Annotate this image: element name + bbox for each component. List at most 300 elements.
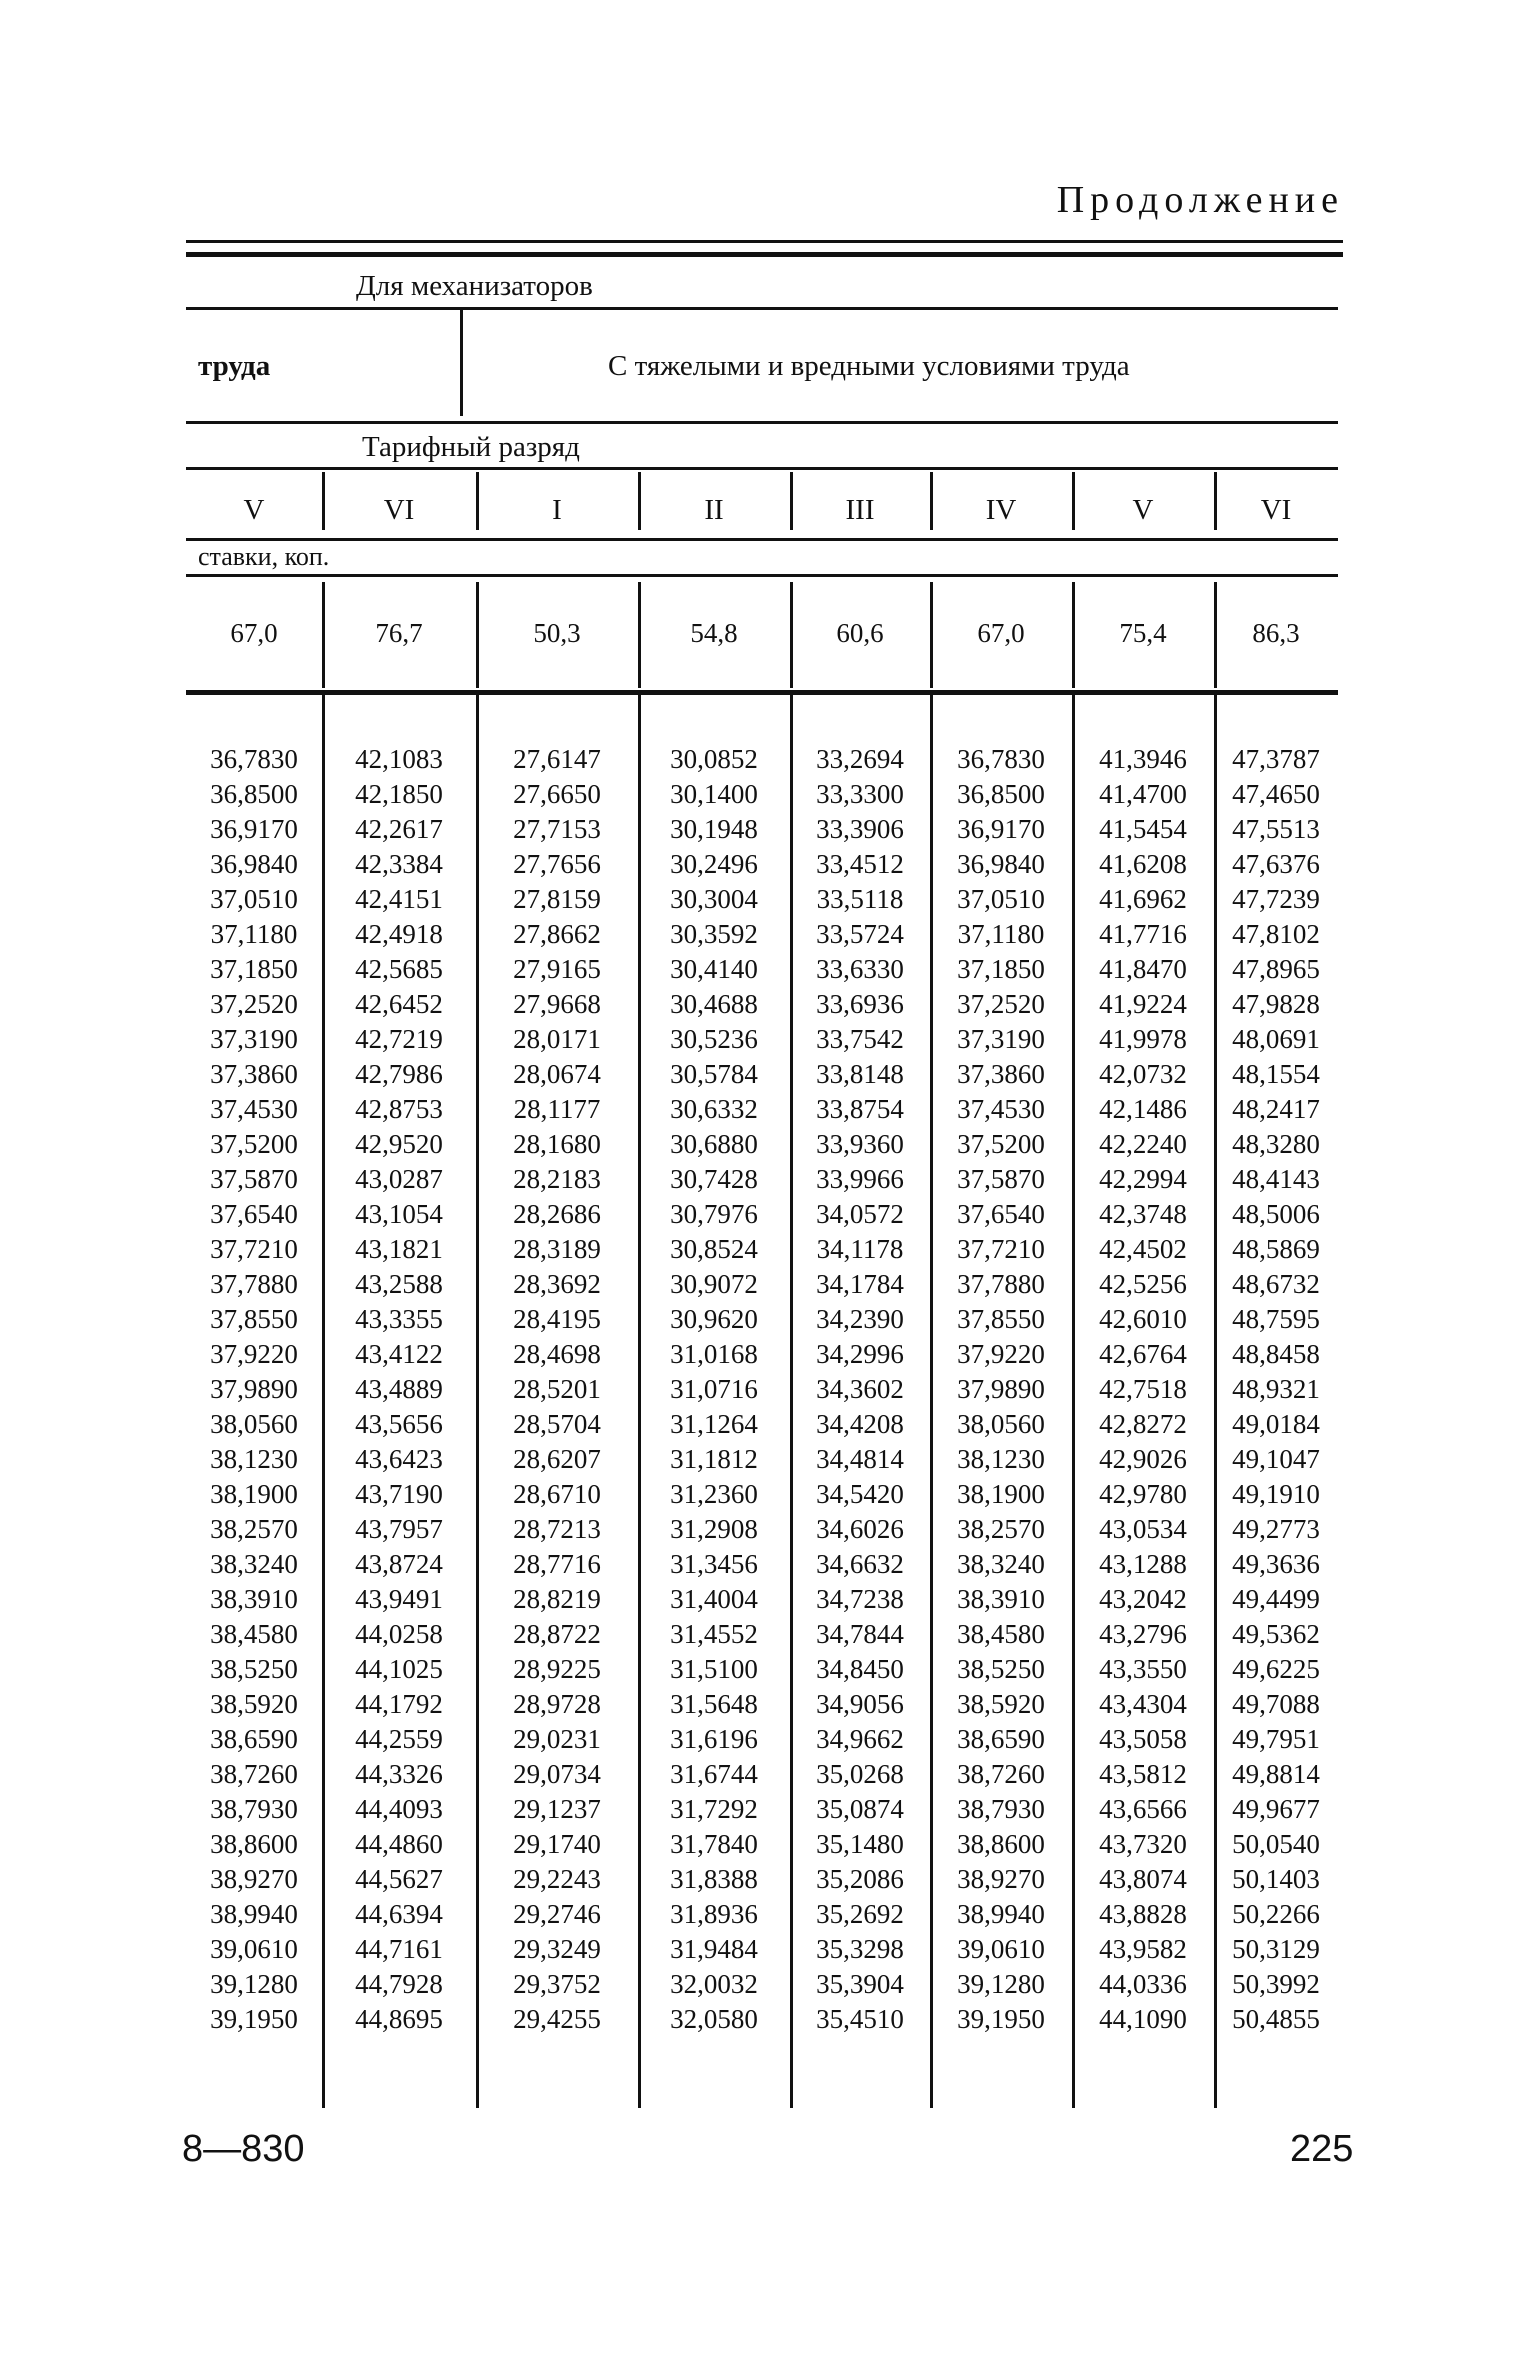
grade-cell: I [552,494,562,526]
table-cell: 37,1850 [210,954,298,984]
table-cell: 44,7161 [355,1934,443,1964]
table-cell: 31,5648 [670,1689,758,1719]
table-cell: 44,2559 [355,1724,443,1754]
table-cell: 35,1480 [816,1829,904,1859]
table-cell: 37,5200 [210,1129,298,1159]
table-cell: 36,7830 [957,744,1045,774]
table-cell: 50,3129 [1232,1934,1320,1964]
table-cell: 43,2796 [1099,1619,1187,1649]
table-cell: 28,0171 [513,1024,601,1054]
table-cell: 49,7088 [1232,1689,1320,1719]
table-cell: 27,7153 [513,814,601,844]
table-cell: 33,2694 [816,744,904,774]
table-cell: 34,4208 [816,1409,904,1439]
table-cell: 39,1280 [957,1969,1045,1999]
table-cell: 38,9940 [210,1899,298,1929]
table-cell: 42,9520 [355,1129,443,1159]
table-cell: 28,7213 [513,1514,601,1544]
table-cell: 33,5724 [816,919,904,949]
table-cell: 37,7210 [957,1234,1045,1264]
table-cell: 30,7428 [670,1164,758,1194]
table-cell: 33,6936 [816,989,904,1019]
table-cell: 36,9840 [957,849,1045,879]
table-cell: 30,4688 [670,989,758,1019]
table-cell: 32,0032 [670,1969,758,1999]
table-cell: 43,0287 [355,1164,443,1194]
table-cell: 35,0268 [816,1759,904,1789]
table-cell: 38,7930 [210,1794,298,1824]
table-cell: 28,8219 [513,1584,601,1614]
table-cell: 37,3860 [957,1059,1045,1089]
signature-mark: 8—830 [182,2128,305,2170]
table-cell: 37,9220 [210,1339,298,1369]
table-cell: 35,4510 [816,2004,904,2034]
table-cell: 30,5236 [670,1024,758,1054]
table-cell: 48,6732 [1232,1269,1320,1299]
table-cell: 49,2773 [1232,1514,1320,1544]
table-cell: 47,4650 [1232,779,1320,809]
column-divider [476,582,479,688]
table-cell: 38,1230 [957,1444,1045,1474]
table-cell: 43,4889 [355,1374,443,1404]
table-cell: 28,0674 [513,1059,601,1089]
table-cell: 31,8388 [670,1864,758,1894]
column-divider [1214,472,1217,530]
table-cell: 35,2692 [816,1899,904,1929]
table-cell: 42,6010 [1099,1304,1187,1334]
table-cell: 30,7976 [670,1199,758,1229]
table-cell: 37,2520 [210,989,298,1019]
table-cell: 28,5201 [513,1374,601,1404]
table-cell: 47,3787 [1232,744,1320,774]
table-cell: 31,7840 [670,1829,758,1859]
table-cell: 27,6650 [513,779,601,809]
column-divider [322,472,325,530]
table-cell: 43,5812 [1099,1759,1187,1789]
table-cell: 42,8753 [355,1094,443,1124]
data-column [1072,742,1214,2037]
table-cell: 48,0691 [1232,1024,1320,1054]
table-cell: 34,7238 [816,1584,904,1614]
table-cell: 48,2417 [1232,1094,1320,1124]
table-cell: 31,6744 [670,1759,758,1789]
table-cell: 38,8600 [210,1829,298,1859]
table-cell: 35,3298 [816,1934,904,1964]
grade-cell: IV [985,494,1017,526]
table-cell: 37,8550 [210,1304,298,1334]
table-cell: 43,0534 [1099,1514,1187,1544]
table-cell: 42,6764 [1099,1339,1187,1369]
table-cell: 38,5920 [957,1689,1045,1719]
data-column [476,742,638,2037]
table-cell: 43,5656 [355,1409,443,1439]
rates-underline [186,574,1338,577]
table-cell: 39,0610 [210,1934,298,1964]
table-cell: 34,6632 [816,1549,904,1579]
table-cell: 34,3602 [816,1374,904,1404]
table-cell: 42,3748 [1099,1199,1187,1229]
table-cell: 38,9270 [957,1864,1045,1894]
table-cell: 30,1948 [670,814,758,844]
rates-label: ставки, коп. [198,542,330,571]
rate-cell: 67,0 [230,618,278,648]
table-cell: 28,2183 [513,1164,601,1194]
column-divider [790,472,793,530]
column-divider [322,582,325,688]
table-cell: 35,2086 [816,1864,904,1894]
table-cell: 42,4918 [355,919,443,949]
table-cell: 44,8695 [355,2004,443,2034]
running-head: Продолжение [1056,179,1344,221]
grade-cell: III [845,494,875,526]
table-cell: 37,1850 [957,954,1045,984]
table-cell: 34,1178 [816,1234,904,1264]
table-cell: 36,8500 [210,779,298,809]
table-cell: 48,5869 [1232,1234,1320,1264]
table-cell: 31,0168 [670,1339,758,1369]
table-cell: 42,2240 [1099,1129,1187,1159]
table-cell: 34,9662 [816,1724,904,1754]
table-cell: 37,8550 [957,1304,1045,1334]
table-cell: 37,7210 [210,1234,298,1264]
table-cell: 28,1680 [513,1129,601,1159]
table-cell: 43,1288 [1099,1549,1187,1579]
table-cell: 30,8524 [670,1234,758,1264]
table-cell: 44,3326 [355,1759,443,1789]
table-cell: 43,7190 [355,1479,443,1509]
table-cell: 37,3860 [210,1059,298,1089]
table-cell: 30,9072 [670,1269,758,1299]
table-cell: 50,0540 [1232,1829,1320,1859]
table-cell: 41,8470 [1099,954,1187,984]
table-cell: 41,6962 [1099,884,1187,914]
table-cell: 44,1090 [1099,2004,1187,2034]
table-cell: 27,9668 [513,989,601,1019]
table-cell: 49,0184 [1232,1409,1320,1439]
column-divider [930,582,933,688]
table-cell: 43,5058 [1099,1724,1187,1754]
table-cell: 28,6207 [513,1444,601,1474]
table-cell: 38,7930 [957,1794,1045,1824]
table-cell: 29,3249 [513,1934,601,1964]
column-divider [930,472,933,530]
table-cell: 30,6332 [670,1094,758,1124]
table-cell: 38,5250 [957,1654,1045,1684]
table-cell: 36,9170 [210,814,298,844]
table-cell: 41,9224 [1099,989,1187,1019]
table-cell: 42,1486 [1099,1094,1187,1124]
table-cell: 43,6566 [1099,1794,1187,1824]
table-cell: 28,5704 [513,1409,601,1439]
table-cell: 29,2243 [513,1864,601,1894]
table-cell: 43,7957 [355,1514,443,1544]
table-cell: 37,6540 [957,1199,1045,1229]
table-cell: 29,0734 [513,1759,601,1789]
table-cell: 43,4122 [355,1339,443,1369]
table-cell: 28,7716 [513,1549,601,1579]
table-cell: 41,4700 [1099,779,1187,809]
table-cell: 41,7716 [1099,919,1187,949]
table-cell: 29,1237 [513,1794,601,1824]
table-cell: 42,4151 [355,884,443,914]
top-rule [186,240,1343,243]
table-cell: 43,2588 [355,1269,443,1299]
tariff-underline [186,467,1338,470]
table-cell: 28,9728 [513,1689,601,1719]
table-cell: 28,9225 [513,1654,601,1684]
table-cell: 37,7880 [957,1269,1045,1299]
top-rule-thick [186,252,1343,257]
table-cell: 43,8724 [355,1549,443,1579]
tariff-label: Тарифный разряд [362,431,580,463]
table-cell: 29,2746 [513,1899,601,1929]
table-cell: 34,6026 [816,1514,904,1544]
table-cell: 37,3190 [957,1024,1045,1054]
table-cell: 28,3692 [513,1269,601,1299]
table-cell: 43,8828 [1099,1899,1187,1929]
table-cell: 42,9026 [1099,1444,1187,1474]
table-cell: 31,0716 [670,1374,758,1404]
rate-cell: 60,6 [836,618,884,648]
table-cell: 37,3190 [210,1024,298,1054]
rate-cell: 76,7 [375,618,423,648]
table-cell: 37,0510 [210,884,298,914]
group-label: Для механизаторов [356,270,593,302]
table-cell: 28,4195 [513,1304,601,1334]
table-cell: 30,2496 [670,849,758,879]
table-cell: 38,3910 [210,1584,298,1614]
table-cell: 38,3240 [210,1549,298,1579]
table-cell: 30,5784 [670,1059,758,1089]
table-cell: 38,6590 [957,1724,1045,1754]
table-cell: 31,6196 [670,1724,758,1754]
table-cell: 37,2520 [957,989,1045,1019]
table-cell: 29,0231 [513,1724,601,1754]
table-cell: 30,3004 [670,884,758,914]
table-cell: 49,8814 [1232,1759,1320,1789]
table-cell: 30,0852 [670,744,758,774]
table-cell: 33,6330 [816,954,904,984]
table-cell: 43,1821 [355,1234,443,1264]
table-cell: 43,9582 [1099,1934,1187,1964]
table-cell: 38,4580 [210,1619,298,1649]
grade-cell: II [704,494,724,526]
table-cell: 49,7951 [1232,1724,1320,1754]
table-cell: 38,2570 [957,1514,1045,1544]
table-cell: 37,9890 [210,1374,298,1404]
table-cell: 49,5362 [1232,1619,1320,1649]
page-number: 225 [1290,2128,1354,2170]
rate-cell: 67,0 [977,618,1025,648]
table-cell: 37,1180 [210,919,298,949]
column-divider [1214,582,1217,688]
table-cell: 38,3910 [957,1584,1045,1614]
column-divider [638,472,641,530]
table-cell: 41,5454 [1099,814,1187,844]
column-divider [476,472,479,530]
table-cell: 41,3946 [1099,744,1187,774]
table-cell: 27,8662 [513,919,601,949]
table-cell: 43,6423 [355,1444,443,1474]
table-cell: 47,7239 [1232,884,1320,914]
table-cell: 34,0572 [816,1199,904,1229]
table-cell: 38,7260 [210,1759,298,1789]
table-cell: 50,2266 [1232,1899,1320,1929]
data-column [930,742,1072,2037]
table-cell: 47,8965 [1232,954,1320,984]
table-cell: 31,2908 [670,1514,758,1544]
table-cell: 39,1280 [210,1969,298,1999]
table-cell: 44,7928 [355,1969,443,1999]
grade-cell: V [243,494,265,526]
table-cell: 27,6147 [513,744,601,774]
table-cell: 34,2996 [816,1339,904,1369]
data-column [186,742,322,2037]
table-cell: 37,4530 [957,1094,1045,1124]
table-cell: 44,6394 [355,1899,443,1929]
table-cell: 36,9170 [957,814,1045,844]
table-cell: 34,4814 [816,1444,904,1474]
table-cell: 42,2617 [355,814,443,844]
table-cell: 27,9165 [513,954,601,984]
table-cell: 39,0610 [957,1934,1045,1964]
table-cell: 42,5685 [355,954,443,984]
table-cell: 29,3752 [513,1969,601,1999]
table-cell: 28,2686 [513,1199,601,1229]
table-cell: 37,9890 [957,1374,1045,1404]
table-cell: 35,3904 [816,1969,904,1999]
table-cell: 32,0580 [670,2004,758,2034]
table-cell: 44,5627 [355,1864,443,1894]
table-cell: 49,4499 [1232,1584,1320,1614]
table-cell: 43,9491 [355,1584,443,1614]
table-cell: 43,3550 [1099,1654,1187,1684]
table-cell: 33,8148 [816,1059,904,1089]
table-cell: 38,4580 [957,1619,1045,1649]
table-cell: 44,1025 [355,1654,443,1684]
table-cell: 38,5250 [210,1654,298,1684]
table-cell: 34,9056 [816,1689,904,1719]
group-underline [186,307,1338,310]
table-cell: 42,0732 [1099,1059,1187,1089]
table-cell: 30,9620 [670,1304,758,1334]
table-cell: 43,4304 [1099,1689,1187,1719]
table-cell: 37,9220 [957,1339,1045,1369]
table-cell: 48,7595 [1232,1304,1320,1334]
table-cell: 36,7830 [210,744,298,774]
table-cell: 48,3280 [1232,1129,1320,1159]
table-cell: 33,5118 [816,884,904,914]
table-cell: 33,4512 [816,849,904,879]
table-cell: 47,9828 [1232,989,1320,1019]
table-cell: 37,5870 [210,1164,298,1194]
table-cell: 42,7518 [1099,1374,1187,1404]
table-cell: 43,2042 [1099,1584,1187,1614]
table-cell: 42,9780 [1099,1479,1187,1509]
table-cell: 28,4698 [513,1339,601,1369]
table-cell: 36,9840 [210,849,298,879]
table-cell: 50,1403 [1232,1864,1320,1894]
table-cell: 34,5420 [816,1479,904,1509]
table-cell: 44,4860 [355,1829,443,1859]
table-cell: 42,5256 [1099,1269,1187,1299]
table-cell: 30,3592 [670,919,758,949]
table-cell: 37,1180 [957,919,1045,949]
table-cell: 31,4552 [670,1619,758,1649]
table-cell: 27,7656 [513,849,601,879]
table-cell: 50,3992 [1232,1969,1320,1999]
table-cell: 49,3636 [1232,1549,1320,1579]
table-cell: 38,1900 [210,1479,298,1509]
column-divider [790,582,793,688]
table-cell: 34,1784 [816,1269,904,1299]
data-column [638,742,790,2037]
table-cell: 41,9978 [1099,1024,1187,1054]
table-cell: 38,1230 [210,1444,298,1474]
table-cell: 34,8450 [816,1654,904,1684]
table-cell: 42,1083 [355,744,443,774]
table-cell: 49,1910 [1232,1479,1320,1509]
table-cell: 48,8458 [1232,1339,1320,1369]
table-cell: 38,7260 [957,1759,1045,1789]
table-cell: 47,6376 [1232,849,1320,879]
column-divider [1072,472,1075,530]
table-cell: 31,3456 [670,1549,758,1579]
table-cell: 48,5006 [1232,1199,1320,1229]
table-cell: 28,3189 [513,1234,601,1264]
table-cell: 37,7880 [210,1269,298,1299]
table-cell: 43,8074 [1099,1864,1187,1894]
table-cell: 33,3300 [816,779,904,809]
table-cell: 37,5200 [957,1129,1045,1159]
table-cell: 48,4143 [1232,1164,1320,1194]
grade-cell: VI [1260,494,1292,526]
table-cell: 49,1047 [1232,1444,1320,1474]
table-cell: 42,1850 [355,779,443,809]
table-cell: 37,4530 [210,1094,298,1124]
table-cell: 41,6208 [1099,849,1187,879]
table-cell: 29,4255 [513,2004,601,2034]
table-cell: 30,1400 [670,779,758,809]
table-cell: 39,1950 [957,2004,1045,2034]
table-cell: 37,6540 [210,1199,298,1229]
table-cell: 34,7844 [816,1619,904,1649]
table-cell: 38,0560 [957,1409,1045,1439]
table-cell: 43,7320 [1099,1829,1187,1859]
grade-rule [186,538,1338,541]
rate-cell: 75,4 [1119,618,1167,648]
header-rule [186,421,1338,424]
table-cell: 38,0560 [210,1409,298,1439]
table-cell: 42,7219 [355,1024,443,1054]
table-cell: 38,3240 [957,1549,1045,1579]
data-column [1214,742,1338,2037]
table-cell: 28,1177 [513,1094,601,1124]
table-cell: 28,8722 [513,1619,601,1649]
grade-cell: V [1132,494,1154,526]
table-cell: 31,5100 [670,1654,758,1684]
table-cell: 48,9321 [1232,1374,1320,1404]
table-cell: 33,9966 [816,1164,904,1194]
table-cell: 38,2570 [210,1514,298,1544]
table-cell: 38,8600 [957,1829,1045,1859]
column-divider [1072,582,1075,688]
table-cell: 33,8754 [816,1094,904,1124]
rate-cell: 54,8 [690,618,738,648]
table-cell: 28,6710 [513,1479,601,1509]
table-cell: 42,7986 [355,1059,443,1089]
left-header-label: труда [198,350,271,382]
